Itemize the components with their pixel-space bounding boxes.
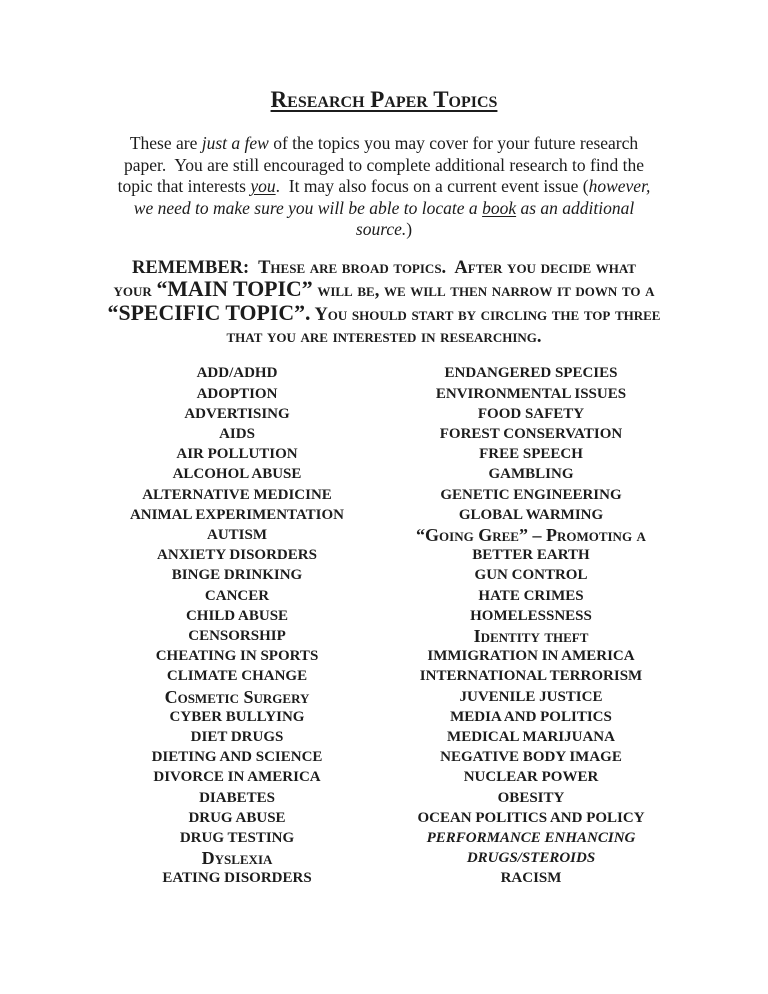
topic-item: HOMELESSNESS <box>470 607 592 624</box>
text-run: These are <box>129 133 202 153</box>
text-run: just a few <box>201 133 269 153</box>
topic-item: OCEAN POLITICS AND POLICY <box>417 809 645 826</box>
topic-item: ADOPTION <box>196 385 278 402</box>
topic-item: Cosmetic Surgery <box>164 686 310 707</box>
topic-item: NEGATIVE BODY IMAGE <box>440 749 622 766</box>
text-run: You should start by circling the top three <box>310 304 661 325</box>
text-run: REMEMBER: These are broad topics. After you decide what <box>132 257 636 278</box>
topic-item: HATE CRIMES <box>478 587 584 604</box>
topic-item: AIR POLLUTION <box>176 446 298 463</box>
topic-item: OBESITY <box>497 789 565 806</box>
topic-item: RACISM <box>500 870 562 887</box>
topic-item: ADD/ADHD <box>196 365 278 382</box>
text-line <box>90 198 678 220</box>
topic-item: EATING DISORDERS <box>162 870 312 887</box>
text-line <box>90 300 678 327</box>
topic-item: CENSORSHIP <box>188 627 286 644</box>
text-line <box>90 279 678 303</box>
topic-item: ENVIRONMENTAL ISSUES <box>435 385 627 402</box>
text-run: you <box>250 176 276 196</box>
topic-item: ANXIETY DISORDERS <box>157 547 317 564</box>
topic-item: CHILD ABUSE <box>185 607 289 624</box>
page-title <box>90 88 678 112</box>
text-line <box>90 327 678 349</box>
topic-item: GENETIC ENGINEERING <box>440 486 622 503</box>
topic-item: Dyslexia <box>201 848 273 869</box>
topic-item: CLIMATE CHANGE <box>166 668 308 685</box>
topic-item: IMMIGRATION IN AMERICA <box>427 648 635 665</box>
topic-item: AIDS <box>219 425 255 442</box>
topic-item: “Going Gree” – Promoting a <box>416 524 646 545</box>
topic-item: FREE SPEECH <box>479 446 583 463</box>
text-line <box>90 258 678 280</box>
topic-item: GUN CONTROL <box>474 567 588 584</box>
topic-item: FOREST CONSERVATION <box>439 425 623 442</box>
topic-item: ALTERNATIVE MEDICINE <box>142 486 332 503</box>
text-run: your <box>113 281 157 302</box>
text-run: ) <box>406 219 413 239</box>
topic-item: DIET DRUGS <box>190 728 284 745</box>
topic-item: DIABETES <box>199 789 275 806</box>
topic-item: MEDICAL MARIJUANA <box>447 728 615 745</box>
text-run: “MAIN TOPIC” <box>156 277 313 302</box>
topic-item: DRUG TESTING <box>179 829 295 846</box>
text-run: however, <box>588 176 651 196</box>
text-run: . It may also focus on a current event issue ( <box>275 176 589 196</box>
topic-item: JUVENILE JUSTICE <box>459 688 603 705</box>
topic-item: Identity theft <box>473 625 589 646</box>
text-line <box>90 219 678 241</box>
topic-item: PERFORMANCE ENHANCING <box>426 829 636 846</box>
topic-item: BETTER EARTH <box>472 547 590 564</box>
text-run: topic that interests <box>117 176 251 196</box>
topic-item: CYBER BULLYING <box>169 708 305 725</box>
topics-column-right <box>384 363 678 888</box>
page-title-text: Research Paper Topics <box>270 87 498 112</box>
topic-item: BINGE DRINKING <box>171 567 303 584</box>
text-line <box>90 155 678 177</box>
text-line <box>90 176 678 198</box>
text-run: source. <box>355 219 407 239</box>
topics-column-left <box>90 363 384 888</box>
topic-item: DRUG ABUSE <box>188 809 286 826</box>
topic-item: DIVORCE IN AMERICA <box>153 769 321 786</box>
text-run: “SPECIFIC TOPIC”. <box>107 300 311 325</box>
topic-item: FOOD SAFETY <box>477 405 585 422</box>
text-run: book <box>482 197 517 218</box>
topic-item: AUTISM <box>206 526 267 543</box>
text-run: will be, we will then narrow it down to a <box>312 281 655 302</box>
intro-paragraph <box>90 133 678 241</box>
topic-item: ANIMAL EXPERIMENTATION <box>129 506 345 523</box>
topics-table <box>90 363 678 888</box>
topic-item: CHEATING IN SPORTS <box>155 648 319 665</box>
text-run: we need to make sure you will be able to locate a <box>133 197 483 218</box>
topic-item: CANCER <box>204 587 270 604</box>
topic-item: DRUGS/STEROIDS <box>466 850 596 867</box>
topic-item: MEDIA AND POLITICS <box>450 708 612 725</box>
text-run: as an additional <box>516 197 635 218</box>
text-run: paper. You are still encouraged to complete additional research to find the <box>124 154 644 175</box>
topic-item: DIETING AND SCIENCE <box>151 749 323 766</box>
topic-item: ENDANGERED SPECIES <box>444 365 618 382</box>
text-line <box>90 133 678 155</box>
topic-item: NUCLEAR POWER <box>463 769 599 786</box>
topic-item: INTERNATIONAL TERRORISM <box>419 668 643 685</box>
topic-item: ADVERTISING <box>184 405 290 422</box>
text-run: of the topics you may cover for your future research <box>268 133 639 153</box>
remember-paragraph <box>90 258 678 349</box>
topic-item: GLOBAL WARMING <box>458 506 604 523</box>
topic-item: ALCOHOL ABUSE <box>172 466 302 483</box>
text-run: that you are interested in researching. <box>226 326 542 347</box>
topic-item: GAMBLING <box>488 466 574 483</box>
